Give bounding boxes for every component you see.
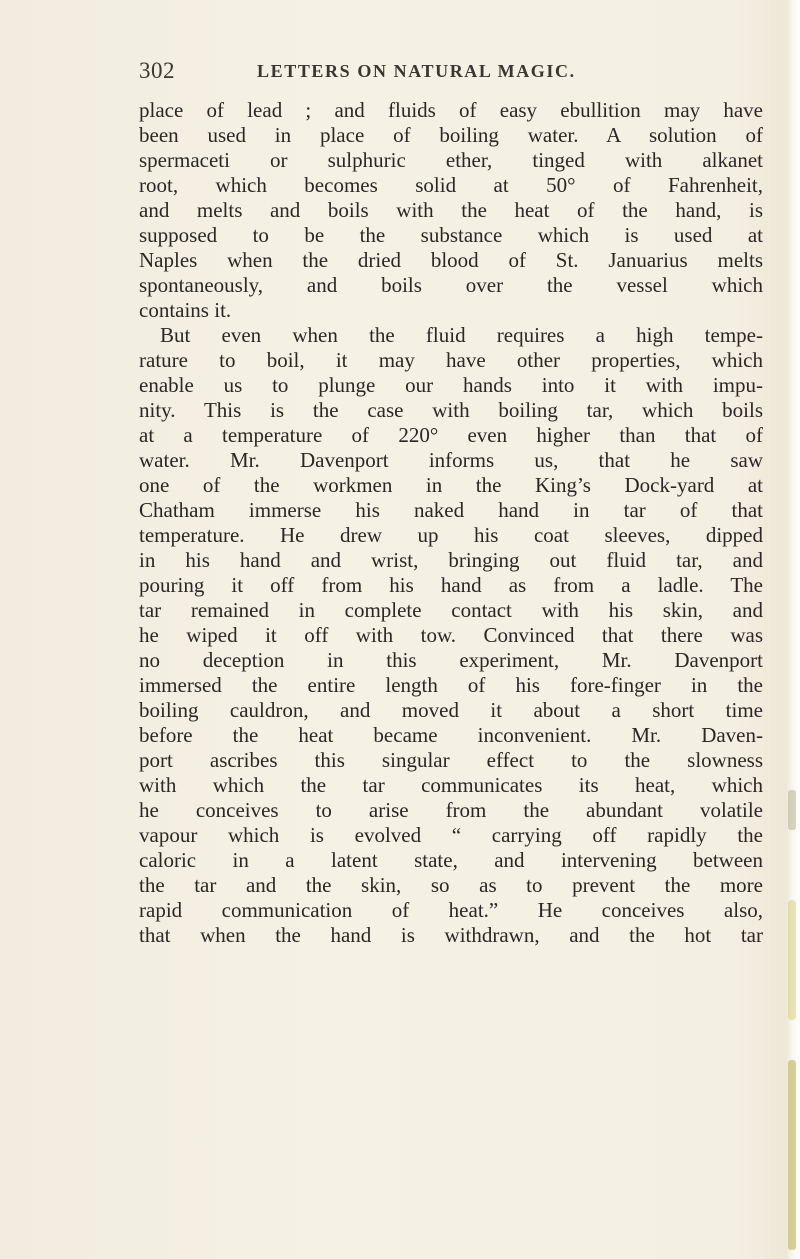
text-line: immersed the entire length of his fore-finger in the [139, 673, 763, 697]
text-line: place of lead ; and fluids of easy ebullition may have [139, 98, 763, 122]
text-line: that when the hand is withdrawn, and the hot tar [139, 923, 763, 947]
text-line: he conceives to arise from the abundant volatile [139, 798, 763, 822]
edge-stain [788, 900, 796, 1020]
body-text [139, 98, 763, 948]
text-line: one of the workmen in the King’s Dock-yard at [139, 473, 763, 497]
text-line: before the heat became inconvenient. Mr. Daven- [139, 723, 763, 747]
paragraph-end-line: contains it. [139, 298, 232, 322]
text-line: in his hand and wrist, bringing out fluid tar, and [139, 548, 763, 572]
text-line: been used in place of boiling water. A solution of [139, 123, 763, 147]
edge-stain [788, 1060, 796, 1250]
text-line: caloric in a latent state, and intervening between [139, 848, 763, 872]
text-line: rature to boil, it may have other properties, which [139, 348, 763, 372]
text-line: at a temperature of 220° even higher than that of [139, 423, 763, 447]
text-line: spontaneously, and boils over the vessel which [139, 273, 763, 297]
page-number: 302 [139, 58, 175, 83]
text-line: enable us to plunge our hands into it with impu- [139, 373, 763, 397]
text-line: boiling cauldron, and moved it about a short time [139, 698, 763, 722]
text-line: nity. This is the case with boiling tar, which boils [139, 398, 763, 422]
text-line: he wiped it off with tow. Convinced that there was [139, 623, 763, 647]
text-line: with which the tar communicates its heat, which [139, 773, 763, 797]
paragraph-start-line: But even when the fluid requires a high tempe- [160, 323, 763, 347]
text-line: vapour which is evolved “ carrying off rapidly the [139, 823, 763, 847]
running-head [139, 58, 739, 88]
text-line: and melts and boils with the heat of the hand, is [139, 198, 763, 222]
text-line: Naples when the dried blood of St. Januarius melts [139, 248, 763, 272]
text-line: water. Mr. Davenport informs us, that he saw [139, 448, 763, 472]
text-line: the tar and the skin, so as to prevent the more [139, 873, 763, 897]
text-line: Chatham immerse his naked hand in tar of that [139, 498, 763, 522]
text-line: port ascribes this singular effect to the slowness [139, 748, 763, 772]
text-line: pouring it off from his hand as from a ladle. The [139, 573, 763, 597]
text-line: rapid communication of heat.” He conceives also, [139, 898, 763, 922]
text-line: no deception in this experiment, Mr. Davenport [139, 648, 763, 672]
edge-stain [788, 790, 796, 830]
text-line: spermaceti or sulphuric ether, tinged with alkanet [139, 148, 763, 172]
page-edge [786, 0, 800, 1259]
text-line: temperature. He drew up his coat sleeves, dipped [139, 523, 763, 547]
text-line: root, which becomes solid at 50° of Fahrenheit, [139, 173, 763, 197]
running-title: LETTERS ON NATURAL MAGIC. [257, 61, 576, 81]
text-line: tar remained in complete contact with his skin, and [139, 598, 763, 622]
text-line: supposed to be the substance which is used at [139, 223, 763, 247]
